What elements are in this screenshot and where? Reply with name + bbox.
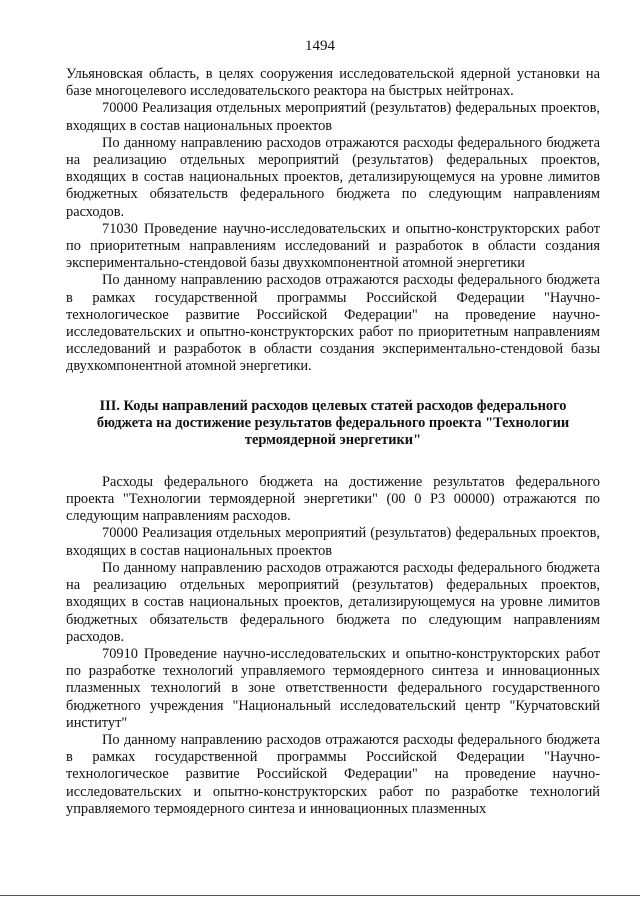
page-number: 1494 bbox=[305, 38, 335, 54]
paragraph-top-2: 70000 Реализация отдельных мероприятий (результатов) федеральных проектов, входящих в состав национальных проектов bbox=[66, 100, 600, 134]
paragraph-top-1: Ульяновская область, в целях сооружения исследовательской ядерной установки на базе многоцелевого исследовательского реактора на быстрых нейтронах. bbox=[66, 66, 600, 100]
paragraph-top-3: По данному направлению расходов отражаются расходы федерального бюджета на реализацию отдельных мероприятий (результатов) федеральных проектов, входящих в состав национальных проектов, детализирующемуся на уровне лимитов бюджетных обязательств федерального бюджета по следующим направлениям расходов. bbox=[66, 134, 600, 220]
paragraph-bottom-4: 70910 Проведение научно-исследовательских и опытно-конструкторских работ по разработке технологий управляемого термоядерного синтеза и инновационных плазменных технологий в зоне ответственности федерального государственного бюджетного учреждения "Национальный исследовательский центр "Курчатовский институт" bbox=[66, 645, 600, 731]
paragraph-bottom-3: По данному направлению расходов отражаются расходы федерального бюджета на реализацию отдельных мероприятий (результатов) федеральных проектов, входящих в состав национальных проектов, детализирующемуся на уровне лимитов бюджетных обязательств федерального бюджета по следующим направлениям расходов. bbox=[66, 559, 600, 645]
paragraph-bottom-5: По данному направлению расходов отражаются расходы федерального бюджета в рамках государственной программы Российской Федерации "Научно-технологическое развитие Российской Федерации" на проведение научно-исследовательских и опытно-конструкторских работ по разработке технологий управляемого термоядерного синтеза и инновационных плазменных bbox=[66, 731, 600, 817]
paragraph-top-5: По данному направлению расходов отражаются расходы федерального бюджета в рамках государственной программы Российской Федерации "Научно-технологическое развитие Российской Федерации" на проведение научно-исследовательских и опытно-конструкторских работ по приоритетным направлениям исследований и разработок в области создания экспериментально-стендовой базы двухкомпонентной атомной энергетики. bbox=[66, 272, 600, 375]
paragraph-top-4: 71030 Проведение научно-исследовательских и опытно-конструкторских работ по приоритетным направлениям исследований и разработок в области создания экспериментально-стендовой базы двухкомпонентной атомной энергетики bbox=[66, 220, 600, 272]
document-body bbox=[66, 66, 600, 818]
section-heading: III. Коды направлений расходов целевых статей расходов федерального бюджета на достижение результатов федерального проекта "Технологии термоядерной энергетики" bbox=[96, 397, 570, 449]
page-bottom-edge bbox=[0, 895, 640, 896]
paragraph-bottom-2: 70000 Реализация отдельных мероприятий (результатов) федеральных проектов, входящих в состав национальных проектов bbox=[66, 525, 600, 559]
paragraph-bottom-1: Расходы федерального бюджета на достижение результатов федерального проекта "Технологии термоядерной энергетики" (00 0 Р3 00000) отражаются по следующим направлениям расходов. bbox=[66, 473, 600, 525]
